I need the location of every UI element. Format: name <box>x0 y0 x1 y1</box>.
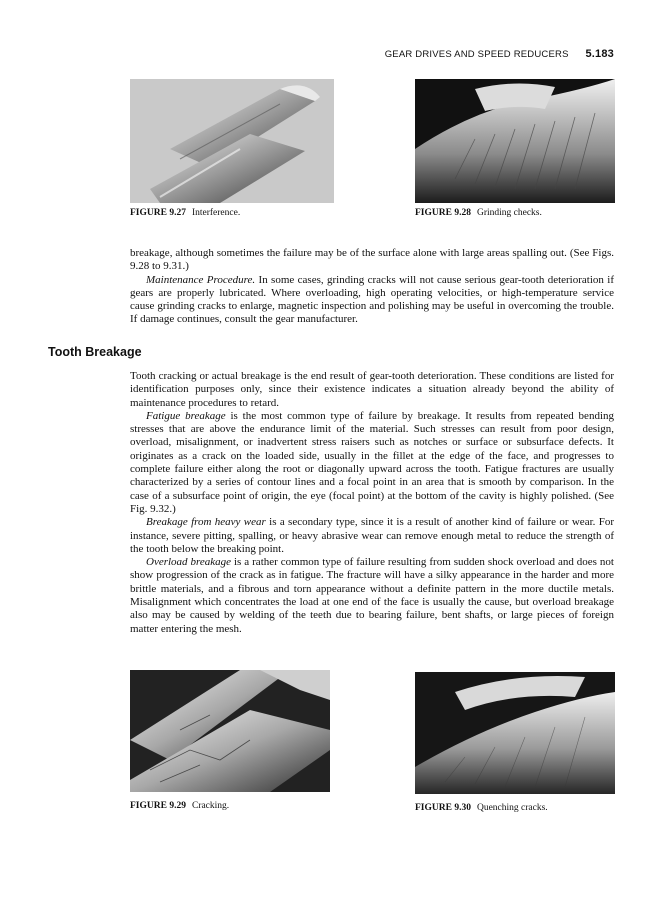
figure-9-27-caption: FIGURE 9.27 Interference. <box>130 208 241 218</box>
running-head <box>385 48 614 60</box>
maintenance-paragraph: Maintenance Procedure. In some cases, grinding cracks will not cause serious gear-tooth deterioration if gears are properly lubricated. Where overloading, high operating velocities, or high-temperature service cause grinding cracks to enlarge, magnetic inspection and polishing may be useful in overcoming the trouble. If damage continues, consult the gear manufacturer. <box>130 273 614 326</box>
figure-9-30-photo <box>415 672 615 794</box>
figure-9-28-caption: FIGURE 9.28 Grinding checks. <box>415 208 542 218</box>
page-number: 5.183 <box>585 48 614 60</box>
intro-paragraph: breakage, although sometimes the failure may be of the surface alone with large areas spalling out. (See Figs. 9.28 to 9.31.) <box>130 247 614 273</box>
section-paragraph: Tooth cracking or actual breakage is the end result of gear-tooth deterioration. These conditions are listed for identification purposes only, since their existence indicates a situation already beyond the ability of maintenance procedures to retard. <box>130 370 614 409</box>
overload-paragraph: Overload breakage is a rather common type of failure resulting from sudden shock overload and does not show progression of the crack as in fatigue. The fracture will have a silky appearance in the harder and more brittle materials, and a fibrous and torn appearance without a definite pattern in the more ductile metals. Misalignment which concentrates the load at one end of the face is usually the cause, but overload breakage also may be caused by welding of the teeth due to bearing failure, bent shafts, or large pieces of foreign matter entering the mesh. <box>130 556 614 635</box>
figure-9-29-photo <box>130 670 330 792</box>
fatigue-paragraph: Fatigue breakage is the most common type of failure by breakage. It results from repeated bending stresses that are above the endurance limit of the material. Such stresses can result from poor design, overload, misalignment, or inadvertent stress raisers such as notches or surface or subsurface defects. It originates as a crack on the loaded side, usually in the fillet at the edge of the face, and progresses to complete failure either along the root or diagonally upward across the tooth. Fatigue fractures are usually characterized by a series of contour lines and a focal point in an area that is smooth by comparison. In the case of a subsurface point of origin, the eye (focal point) at the bottom of the cavity is highly polished. (See Fig. 9.32.) <box>130 409 614 515</box>
section-heading: Tooth Breakage <box>48 345 142 359</box>
running-head-title: GEAR DRIVES AND SPEED REDUCERS <box>384 49 569 60</box>
heavy-wear-paragraph: Breakage from heavy wear is a secondary type, since it is a result of another kind of failure or wear. For instance, severe pitting, spalling, or heavy abrasive wear can remove enough metal to reduce the strength of the tooth below the breaking point. <box>130 516 614 555</box>
figure-9-29-caption: FIGURE 9.29 Cracking. <box>130 801 230 811</box>
figure-9-27-photo <box>130 79 334 203</box>
section-text <box>130 370 614 636</box>
figure-9-28-photo <box>415 79 615 203</box>
figure-9-30-caption: FIGURE 9.30 Quenching cracks. <box>415 803 548 813</box>
intro-text <box>130 247 614 327</box>
